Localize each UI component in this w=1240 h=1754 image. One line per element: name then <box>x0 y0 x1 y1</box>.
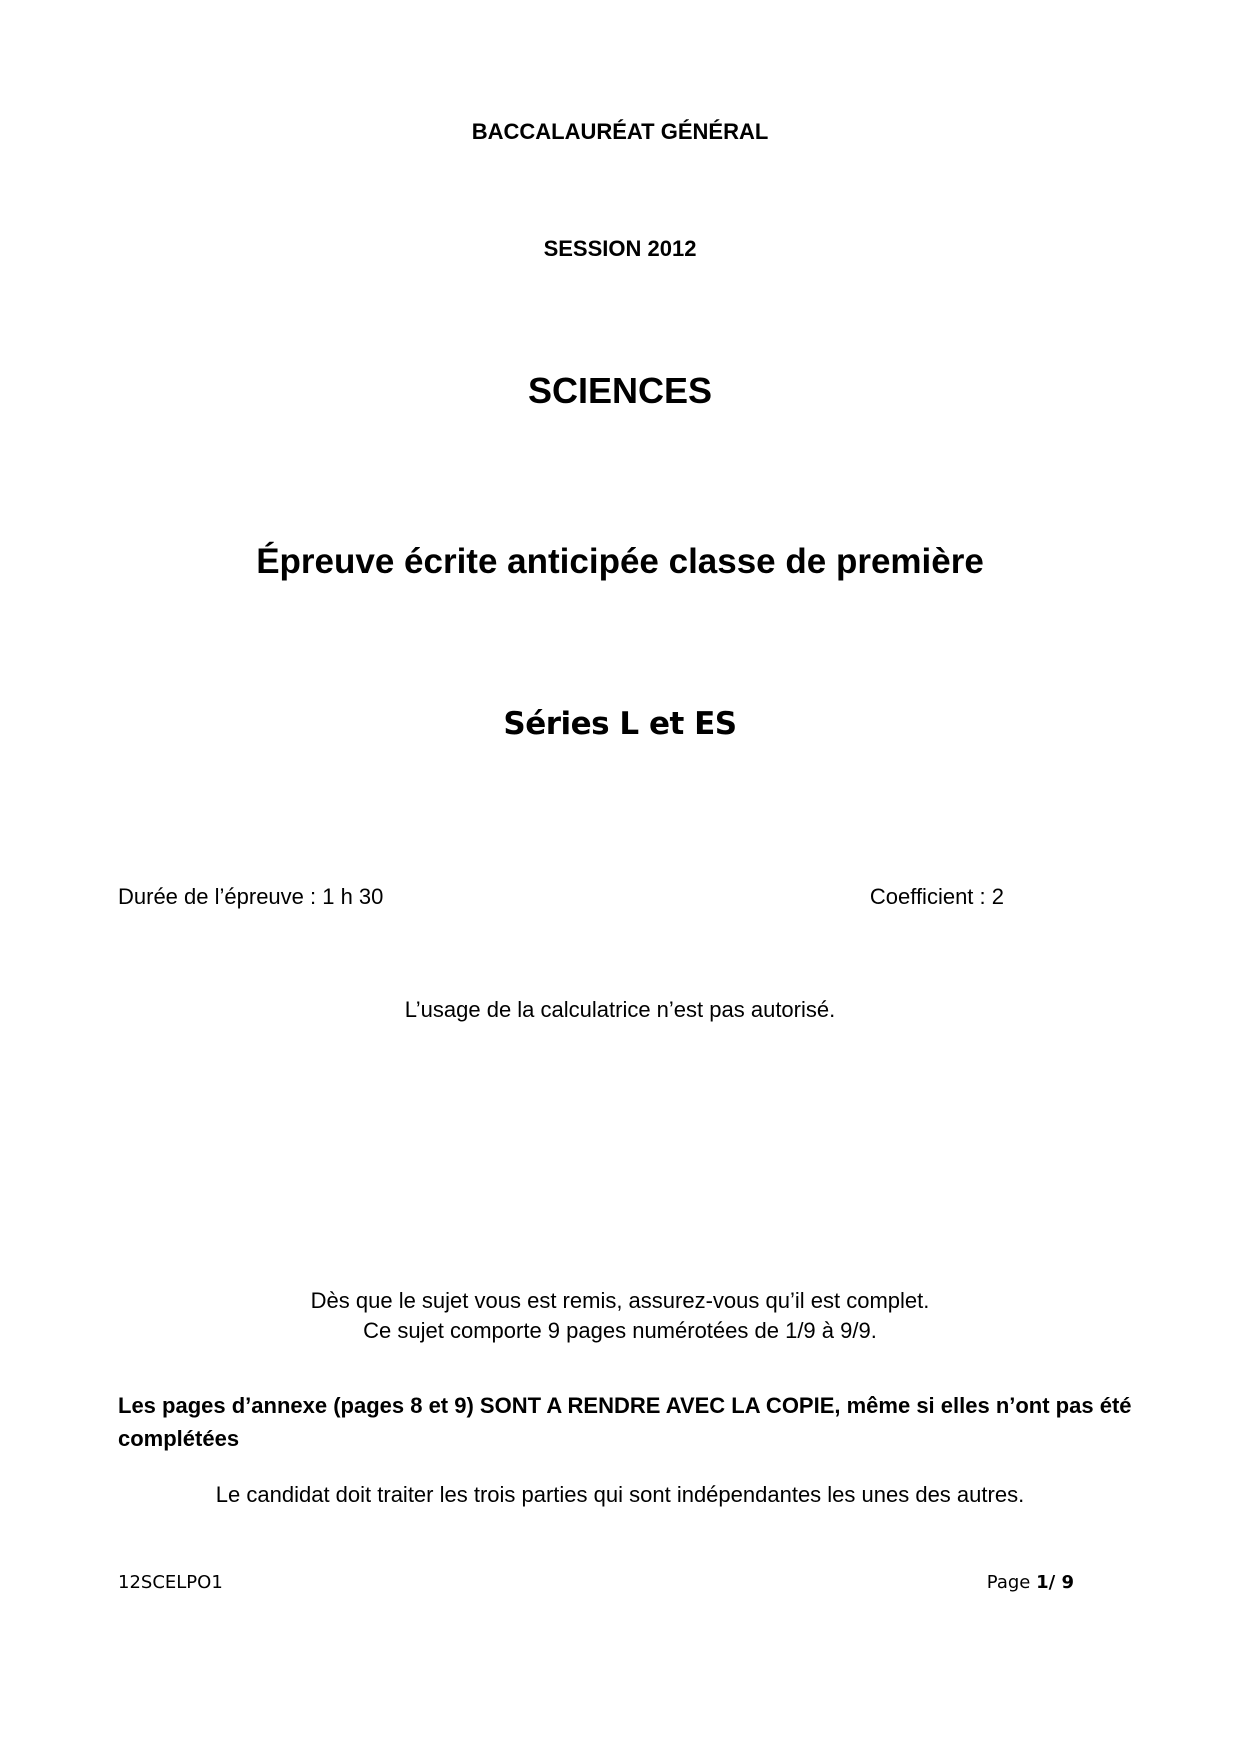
epreuve-title: Épreuve écrite anticipée classe de première <box>256 542 984 581</box>
series-title: Séries L et ES <box>503 706 737 742</box>
page-current: 1 <box>1036 1572 1049 1593</box>
exam-duration: Durée de l’épreuve : 1 h 30 <box>118 884 384 909</box>
parts-instruction: Le candidat doit traiter les trois parties qui sont indépendantes les unes des autres. <box>215 1482 1025 1507</box>
document-code: 12SCELPO1 <box>118 1572 223 1593</box>
page-number <box>987 1572 1074 1593</box>
exam-title: BACCALAURÉAT GÉNÉRAL <box>471 119 769 144</box>
subject-title: SCIENCES <box>527 370 713 411</box>
session-label: SESSION 2012 <box>543 236 697 261</box>
completeness-check-line2: Ce sujet comporte 9 pages numérotées de 1/9 à 9/9. <box>363 1318 877 1343</box>
completeness-check-line1: Dès que le sujet vous est remis, assurez-vous qu’il est complet. <box>310 1288 930 1313</box>
page-prefix: Page <box>986 1572 1037 1593</box>
exam-coefficient: Coefficient : 2 <box>869 884 1004 909</box>
calculator-notice: L’usage de la calculatrice n’est pas autorisé. <box>404 997 836 1022</box>
page-separator: / <box>1048 1572 1062 1593</box>
annexe-instruction: Les pages d’annexe (pages 8 et 9) SONT A RENDRE AVEC LA COPIE, même si elles n’ont pas été complétées <box>118 1393 1132 1451</box>
page-total: 9 <box>1061 1572 1074 1593</box>
